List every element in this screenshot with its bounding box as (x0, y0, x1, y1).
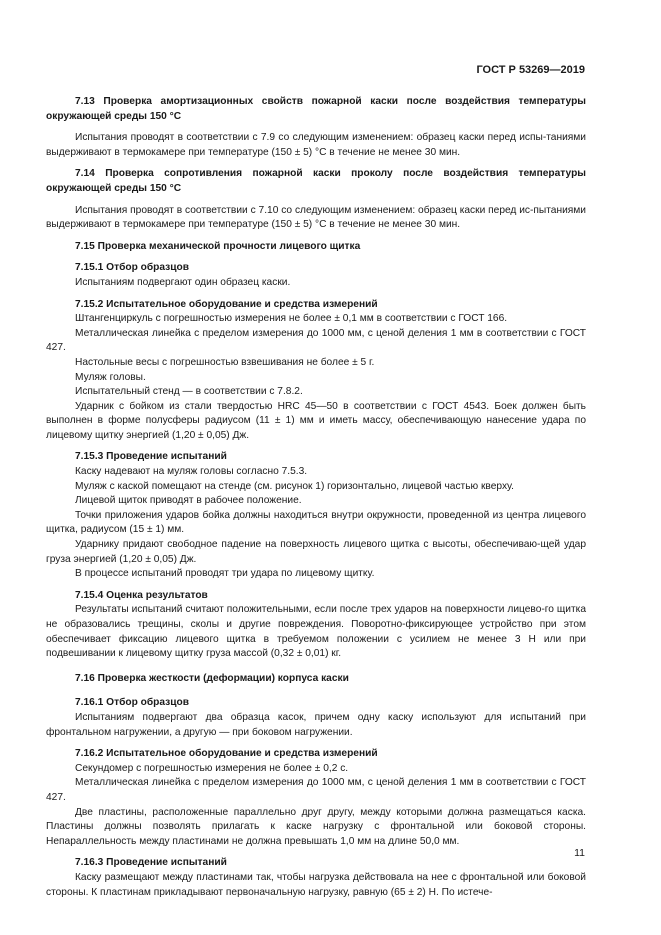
document-body (46, 88, 586, 900)
section-heading: 7.15 Проверка механической прочности лицевого щитка (75, 240, 361, 252)
section-heading: 7.16 Проверка жесткости (деформации) корпуса каски (75, 672, 349, 684)
paragraph: Испытания проводят в соответствии с 7.9 со следующим изменением: образец каски перед испы-таниями выдерживают в термокамере при температуре (150 ± 5) °С в течение не менее 30 мин. (46, 132, 586, 158)
paragraph: Испытаниям подвергают один образец каски. (75, 276, 291, 288)
page-number: 11 (574, 847, 585, 859)
section-heading: 7.16.3 Проведение испытаний (75, 857, 227, 869)
paragraph: Каску размещают между пластинами так, чтобы нагрузка действовала на нее с фронтальной или боковой стороны. К пластинам прикладывают первоначальную нагрузку, равную (65 ± 2) Н. По истече- (46, 871, 586, 898)
paragraph: Металлическая линейка с пределом измерения до 1000 мм, с ценой деления 1 мм в соответствии с ГОСТ 427. (46, 327, 586, 354)
paragraph: Результаты испытаний считают положительными, если после трех ударов на поверхности лицево-го щитка не образовались трещины, сколы и другие повреждения. Поворотно-фиксирующее устройство при этом обеспечивает фиксацию лицевого щитка в требуемом положении с усилием не менее 3 Н или при подвешивании к лицевому щитку груза массой (0,32 ± 0,01) кг. (46, 604, 586, 660)
paragraph: Испытания проводят в соответствии с 7.10 со следующим изменением: образец каски перед ис-пытаниями выдерживают в термокамере при температуре (150 ± 5) °С в течение не менее 30 мин. (46, 204, 586, 231)
paragraph: Ударник с бойком из стали твердостью HRC 45—50 в соответствии с ГОСТ 4543. Боек должен быть выполнен в форме полусферы радиусом (11 ± 1) мм и иметь массу, обеспечивающую нанесение удара по лицевому щитку энергией (1,20 ± 0,05) Дж. (46, 400, 586, 441)
paragraph: Лицевой щиток приводят в рабочее положение. (75, 495, 302, 507)
paragraph: Штангенциркуль с погрешностью измерения не более ± 0,1 мм в соответствии с ГОСТ 166. (75, 313, 508, 325)
paragraph: Каску надевают на муляж головы согласно 7.5.3. (75, 466, 308, 478)
section-heading: 7.16.2 Испытательное оборудование и средства измерений (75, 748, 378, 760)
section-heading: 7.14 Проверка сопротивления пожарной каски проколу после воздействия температуры окружающей среды 150 °С (46, 168, 586, 194)
section-heading: 7.16.1 Отбор образцов (75, 697, 189, 709)
paragraph: В процессе испытаний проводят три удара по лицевому щитку. (75, 568, 375, 580)
section-heading: 7.15.3 Проведение испытаний (75, 451, 227, 463)
paragraph: Муляж с каской помещают на стенде (см. рисунок 1) горизонтально, лицевой частью кверху. (75, 480, 514, 492)
paragraph: Настольные весы с погрешностью взвешивания не более ± 5 г. (75, 356, 375, 368)
section-heading: 7.15.4 Оценка результатов (75, 589, 208, 601)
paragraph: Секундомер с погрешностью измерения не более ± 0,2 с. (75, 762, 349, 774)
section-heading: 7.15.2 Испытательное оборудование и средства измерений (75, 298, 378, 310)
paragraph: Две пластины, расположенные параллельно друг другу, между которыми должна размещаться каска. Пластины должны позволять прилагать к каске нагрузку с фронтальной или боковой стороны. Непараллельность между пластинами не должна превышать 1,0 мм на длине 50,0 мм. (46, 806, 586, 847)
paragraph: Точки приложения ударов бойка должны находиться внутри окружности, проведенной из центра лицевого щитка, радиусом (15 ± 1) мм. (46, 509, 586, 536)
paragraph: Испытательный стенд — в соответствии с 7.8.2. (75, 386, 303, 398)
paragraph: Металлическая линейка с пределом измерения до 1000 мм, с ценой деления 1 мм в соответствии с ГОСТ 427. (46, 777, 586, 803)
paragraph: Ударнику придают свободное падение на поверхность лицевого щитка с высоты, обеспечиваю-щей удар груза энергией (1,20 ± 0,05) Дж. (46, 539, 586, 565)
section-heading: 7.13 Проверка амортизационных свойств пожарной каски после воздействия температуры окружающей среды 150 °С (46, 96, 586, 122)
paragraph: Муляж головы. (75, 371, 146, 383)
section-heading: 7.15.1 Отбор образцов (75, 262, 189, 274)
document-code: ГОСТ Р 53269—2019 (476, 64, 585, 76)
paragraph: Испытаниям подвергают два образца касок, причем одну каску используют для испытаний при фронтальном нагружении, а другую — при боковом нагружении. (46, 711, 586, 738)
